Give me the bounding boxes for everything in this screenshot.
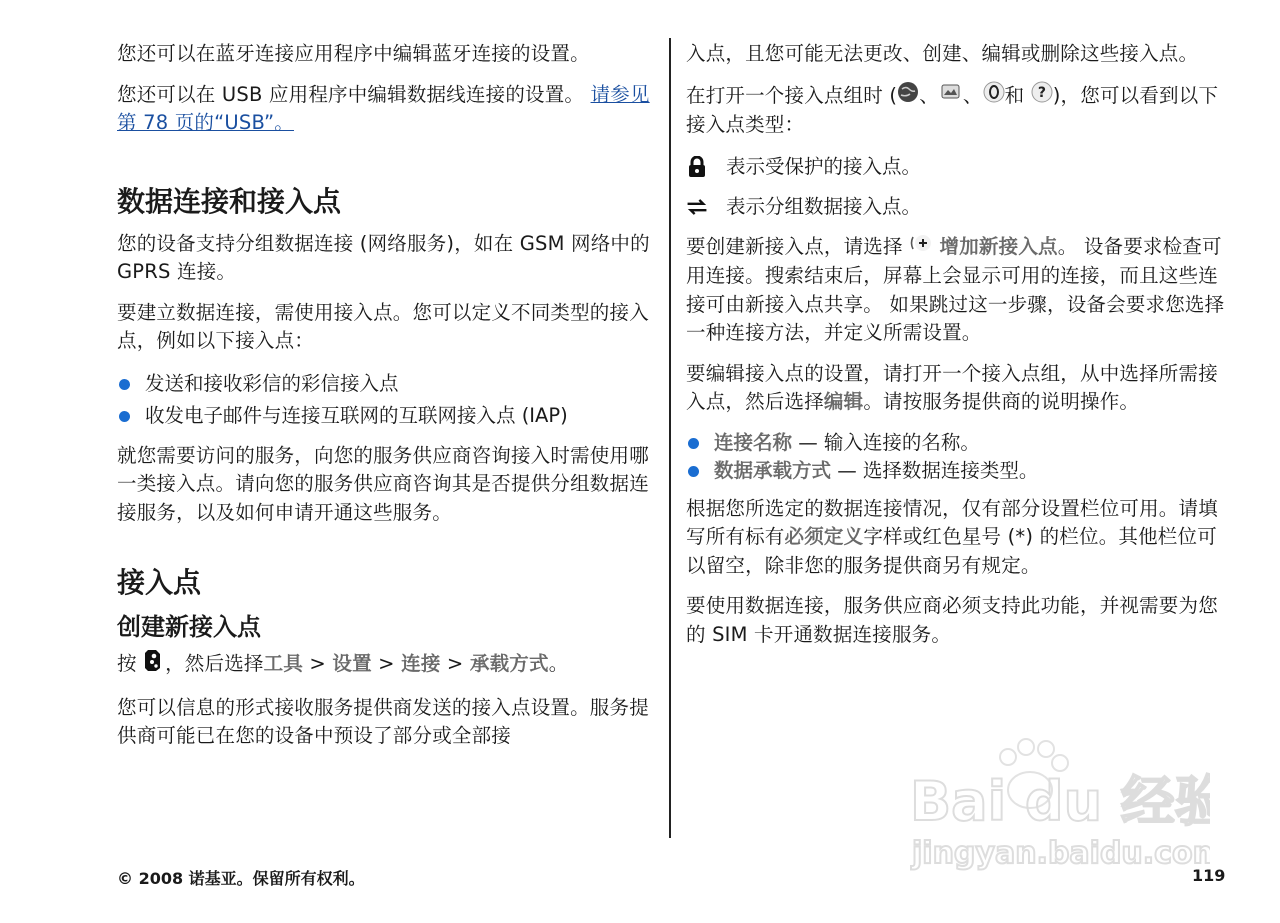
add-new-ap-keyword: 增加新接入点 <box>939 234 1058 258</box>
internet-globe-icon <box>897 81 919 112</box>
list-item: 数据承载方式 — 选择数据连接类型。 <box>686 457 1231 485</box>
create-access-point-heading: 创建新接入点 <box>117 613 261 641</box>
edit-ap-paragraph: 要编辑接入点的设置，请打开一个接入点组，从中选择所需接入点，然后选择编辑。请按服务提供商的说明操作。 <box>686 361 1218 413</box>
usb-text: 您还可以在 USB 应用程序中编辑数据线连接的设置。 <box>117 82 585 106</box>
access-point-intro: 要建立数据连接，需使用接入点。您可以定义不同类型的接入点，例如以下接入点： <box>117 300 649 352</box>
bullet-icon <box>688 466 699 477</box>
packet-ap-row: 表示分组数据接入点。 <box>686 192 1231 222</box>
left-column <box>117 40 655 763</box>
list-item: 连接名称 — 输入连接的名称。 <box>686 429 1231 457</box>
lock-icon <box>686 156 708 178</box>
protected-ap-row: 表示受保护的接入点。 <box>686 152 1231 182</box>
column-divider <box>669 38 671 838</box>
menu-path-paragraph: 按 ，然后选择工具 > 设置 > 连接 > 承载方式。 <box>117 647 655 682</box>
usb-paragraph <box>117 81 655 138</box>
data-connection-heading: 数据连接和接入点 <box>117 184 342 218</box>
access-point-heading: 接入点 <box>117 566 202 599</box>
required-fields-paragraph: 根据您所选定的数据连接情况，仅有部分设置栏位可用。请填写所有标有必须定义字样或红色星号 (*) 的栏位。其他栏位可以留空，除非您的服务提供商另有规定。 <box>686 496 1218 577</box>
menu-key-icon <box>143 647 165 682</box>
watermark-brand: Bai du 经验 <box>910 770 1210 833</box>
access-point-types-list <box>117 368 655 432</box>
must-define-keyword: 必须定义 <box>784 525 864 548</box>
path-settings: 设置 <box>332 651 372 675</box>
page-number: 119 <box>1192 866 1226 885</box>
path-bearer: 承载方式 <box>469 651 549 675</box>
bluetooth-paragraph: 您还可以在蓝牙连接应用程序中编辑蓝牙连接的设置。 <box>117 42 590 65</box>
add-ap-icon <box>909 232 933 263</box>
preset-continued-paragraph: 入点，且您可能无法更改、创建、编辑或删除这些接入点。 <box>686 42 1199 65</box>
settings-list <box>686 429 1231 485</box>
unknown-icon <box>1031 81 1053 112</box>
provider-paragraph: 就您需要访问的服务，向您的服务供应商咨询接入时需使用哪一类接入点。请向您的服务供应商咨询其是否提供分组数据连接服务，以及如何申请开通这些服务。 <box>117 443 649 524</box>
bullet-icon <box>688 438 699 449</box>
edit-keyword: 编辑 <box>823 390 864 413</box>
operator-icon <box>983 81 1005 112</box>
packet-data-paragraph: 您的设备支持分组数据连接 (网络服务)，如在 GSM 网络中的 GPRS 连接。 <box>117 231 650 283</box>
create-ap-paragraph: 要创建新接入点，请选择 增加新接入点。 设备要求检查可用连接。搜索结束后，屏幕上会显示可用的连接，而且这些连接可由新接入点共享。 如果跳过这一步骤，设备会要求您选择一种连接方法，并定义所需设置。 <box>686 232 1231 348</box>
svg-text:?: ? <box>1037 84 1046 101</box>
baidu-jingyan-watermark <box>910 735 1210 875</box>
path-tools: 工具 <box>263 651 304 675</box>
usb-page-link[interactable]: 请参见第 78 页的“USB”。 <box>117 82 650 134</box>
sim-paragraph: 要使用数据连接，服务供应商必须支持此功能，并视需要为您的 SIM 卡开通数据连接服务。 <box>686 594 1218 646</box>
copyright-footer: © 2008 诺基亚。保留所有权利。 <box>117 869 365 888</box>
watermark-url: jingyan.baidu.com <box>912 836 1210 871</box>
bullet-icon <box>119 411 130 422</box>
preset-paragraph: 您可以信息的形式接收服务提供商发送的接入点设置。服务提供商可能已在您的设备中预设了部分或全部接 <box>117 695 649 747</box>
packet-data-icon <box>686 196 708 218</box>
list-item: 发送和接收彩信的彩信接入点 <box>117 368 655 400</box>
list-item: 收发电子邮件与连接互联网的互联网接入点 (IAP) <box>117 400 655 432</box>
right-column <box>686 40 1231 661</box>
path-connection: 连接 <box>401 651 441 675</box>
ap-group-paragraph: 在打开一个接入点组时 ( 、 、 和 ? )，您可以看到以下接入点类型： <box>686 81 1231 140</box>
bullet-icon <box>119 379 130 390</box>
mms-icon <box>939 81 963 112</box>
